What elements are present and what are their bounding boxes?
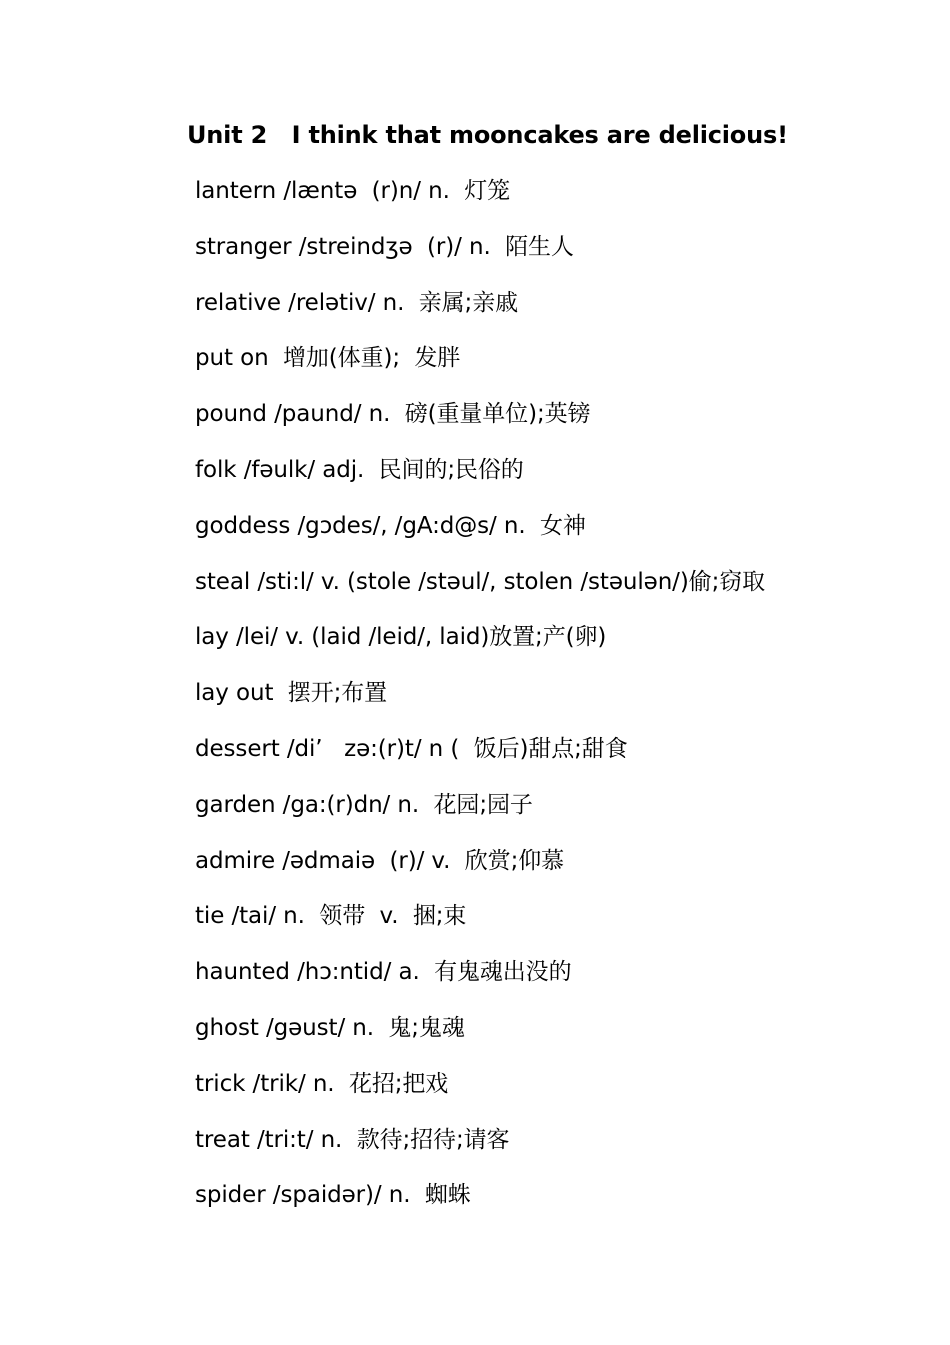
vocab-entry: goddess /gɔdes/, /gA:d@s/ n. 女神 xyxy=(195,512,586,539)
vocab-entry: put on 增加(体重); 发胖 xyxy=(195,345,461,372)
vocabulary-list xyxy=(195,172,765,1232)
vocab-entry: tie /tai/ n. 领带 v. 捆;束 xyxy=(195,903,467,930)
vocab-entry: lantern /læntə (r)n/ n. 灯笼 xyxy=(195,178,511,204)
vocab-entry: stranger /streindʒə (r)/ n. 陌生人 xyxy=(195,233,574,260)
vocab-entry: pound /paund/ n. 磅(重量单位);英镑 xyxy=(195,401,591,428)
vocab-entry: trick /trik/ n. 花招;把戏 xyxy=(195,1070,449,1097)
vocab-entry: steal /sti:l/ v. (stole /stəul/, stolen /stəulən/)偷;窃取 xyxy=(195,568,766,595)
vocab-entry: treat /tri:t/ n. 款待;招待;请客 xyxy=(195,1126,510,1153)
vocab-entry: spider /spaidər)/ n. 蜘蛛 xyxy=(195,1182,471,1209)
vocab-entry: dessert /di’ zə:(r)t/ n ( 饭后)甜点;甜食 xyxy=(195,735,628,762)
vocab-entry: admire /ədmaiə (r)/ v. 欣赏;仰慕 xyxy=(195,847,565,874)
vocab-entry: relative /relətiv/ n. 亲属;亲戚 xyxy=(195,289,518,316)
vocab-entry: garden /ga:(r)dn/ n. 花园;园子 xyxy=(195,791,533,818)
vocab-entry: ghost /gəust/ n. 鬼;鬼魂 xyxy=(195,1014,465,1041)
vocab-entry: haunted /hɔ:ntid/ a. 有鬼魂出没的 xyxy=(195,959,572,986)
vocab-entry: folk /fəulk/ adj. 民间的;民俗的 xyxy=(195,456,524,483)
vocab-entry: lay /lei/ v. (laid /leid/, laid)放置;产(卵) xyxy=(195,624,607,651)
vocab-entry: lay out 摆开;布置 xyxy=(195,680,388,707)
unit-title: Unit 2 I think that mooncakes are delicious! xyxy=(187,121,788,149)
